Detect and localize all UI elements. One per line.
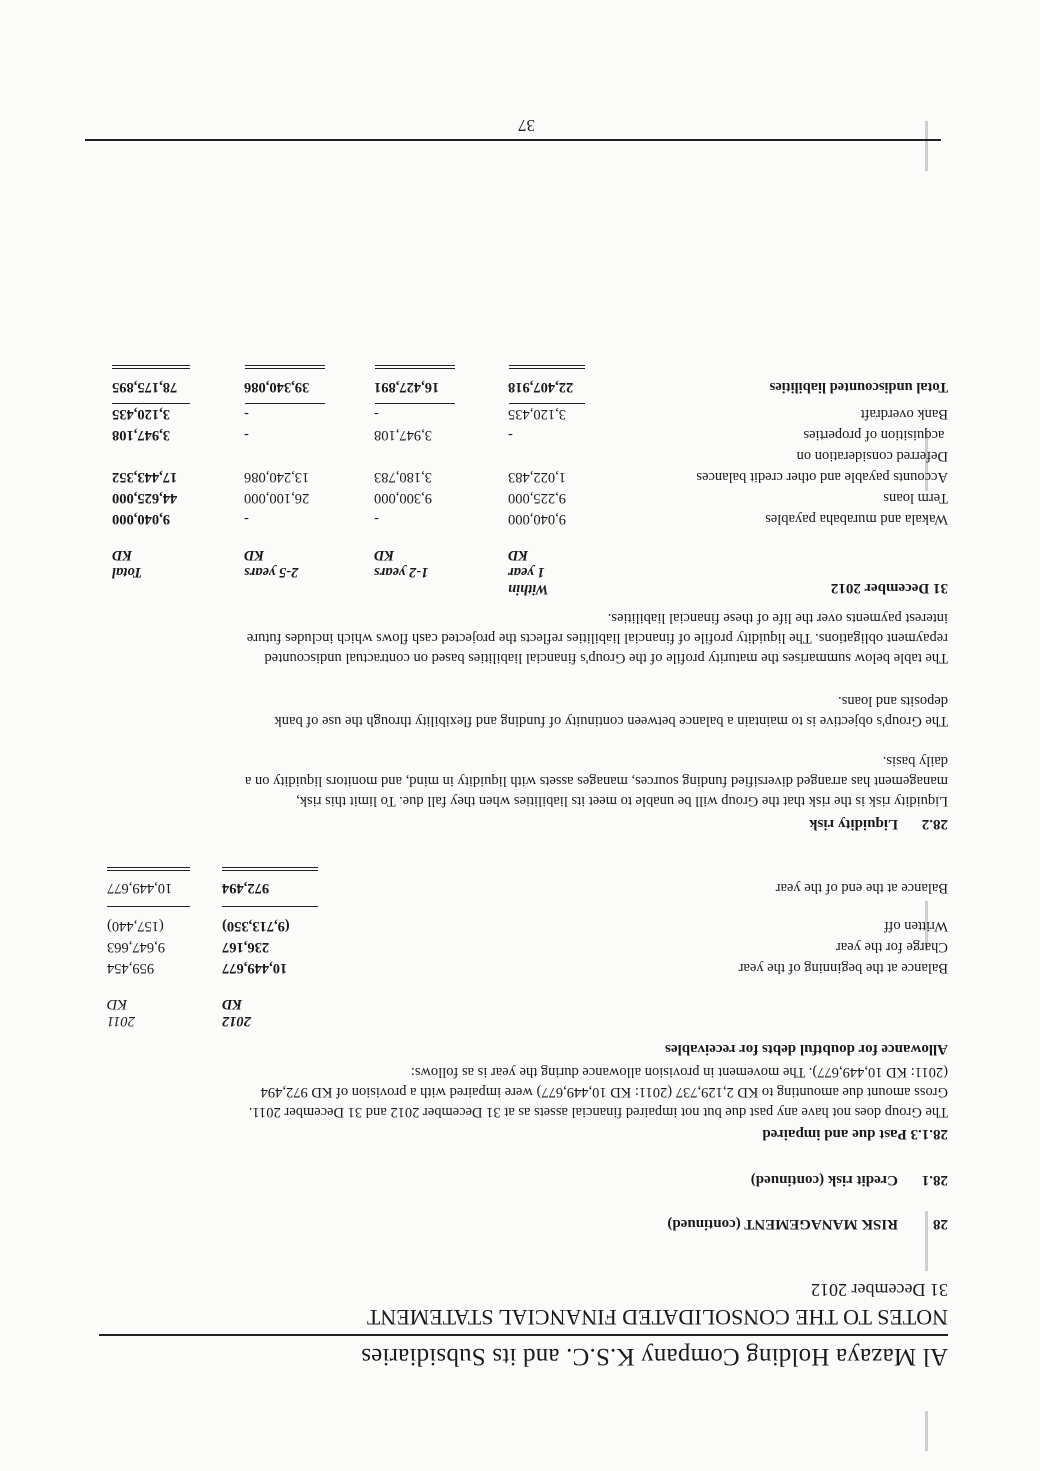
header-rule [99, 1335, 948, 1337]
value-2-5-years: - [244, 511, 249, 527]
value-2011: 9,647,663 [107, 939, 165, 955]
section-282-number: 28.2 [921, 816, 948, 832]
col-header-line: KD [112, 547, 133, 563]
subsection-number: 28.1 [921, 1172, 948, 1188]
col-header-line: 1 year [508, 564, 545, 580]
liquidity-paragraph-3 [108, 608, 948, 668]
col-header-line: KD [374, 547, 395, 563]
col-header-line: KD [244, 547, 265, 563]
value-1-2-years: 9,300,000 [374, 490, 432, 506]
table-row [112, 485, 948, 506]
value-2-5-years: 26,100,000 [244, 490, 310, 506]
section-number: 28 [933, 1216, 948, 1232]
col-header-2-5-years [244, 546, 340, 580]
statement-title: NOTES TO THE CONSOLIDATED FINANCIAL STATEMENT [366, 1305, 948, 1330]
total-double-rule [112, 365, 190, 369]
row-label: Accounts payable and other credit balances [696, 469, 948, 485]
value-total: 3,120,435 [112, 406, 170, 422]
row-label: Written off [884, 918, 948, 934]
paragraph-line: The Group does not have any past due but not impaired financial assets as at 31 December 2012 and 31 December 2011. [248, 1104, 948, 1120]
value-2-5-years: - [244, 427, 249, 443]
col-unit-2012: KD [222, 996, 243, 1012]
scan-edge-mark [925, 1411, 928, 1451]
value-2011: 959,454 [107, 960, 155, 976]
table-row [107, 913, 948, 934]
value-2011: (157,440) [107, 918, 164, 934]
value-1-2-years: - [374, 511, 379, 527]
subsection-title: Credit risk (continued) [750, 1172, 898, 1188]
allowance-table-title: Allowance for doubtful debts for receivables [665, 1041, 948, 1057]
row-label: Bank overdraft [860, 406, 948, 422]
row-label: acquisition of properties [803, 427, 948, 443]
total-double-rule [107, 867, 190, 871]
value-2012: 10,449,677 [222, 960, 288, 976]
footer-rule [85, 140, 941, 142]
paragraph-line: Gross amount due amounting to KD 2,129,737 (2011: KD 10,449,677) were impaired with a provision of KD 972,494 [260, 1084, 948, 1100]
table-row [107, 934, 948, 955]
value-within-1-year: 3,120,435 [508, 406, 566, 422]
subtotal-rule [222, 906, 318, 907]
liquidity-paragraph-2 [108, 691, 948, 731]
total-row [112, 374, 948, 395]
scan-edge-mark [925, 121, 928, 171]
total-2012: 972,494 [222, 880, 270, 896]
section-282-title: Liquidity risk [809, 816, 898, 832]
subtotal-rule [112, 403, 190, 404]
total-double-rule [245, 365, 325, 369]
statement-date: 31 December 2012 [811, 1280, 948, 1300]
row-label: Wakala and murabaha payables [765, 511, 948, 527]
subtotal-rule [509, 403, 585, 404]
paragraph-line: The table below summarises the maturity profile of the Group's financial liabilities based on contractual undiscounted [264, 650, 948, 666]
total-double-rule [509, 365, 585, 369]
paragraph-line: repayment obligations. The liquidity profile of financial liabilities reflects the projected cash flows which includes future [246, 630, 948, 646]
value-2-5-years: 13,240,086 [244, 469, 310, 485]
paragraph-line: daily basis. [882, 753, 948, 769]
company-name: Al Mazaya Holding Company K.S.C. and its Subsidiaries [361, 1343, 948, 1370]
table-row [112, 443, 948, 464]
table-row [112, 422, 948, 443]
paragraph-line: deposits and loans. [838, 693, 948, 709]
liquidity-paragraph-1 [108, 751, 948, 811]
subtotal-rule [245, 403, 325, 404]
value-within-1-year: - [508, 427, 513, 443]
total-double-rule [375, 365, 455, 369]
row-label: Deferred consideration on [796, 448, 948, 464]
col-header-2011 [107, 995, 205, 1029]
col-year-2011: 2011 [107, 1013, 135, 1029]
total-label: Total undiscounted liabilities [769, 379, 948, 395]
past-due-paragraph [108, 1062, 948, 1122]
col-header-line: 1-2 years [374, 564, 429, 580]
table-row [107, 955, 948, 976]
paragraph-line: The Group's objective is to maintain a balance between continuity of funding and flexibility through the use of bank [274, 713, 948, 729]
allowance-table [107, 913, 948, 976]
row-label: Balance at the beginning of the year [738, 960, 948, 976]
total-within-1-year: 22,407,918 [508, 379, 574, 395]
scan-edge-mark [925, 1211, 928, 1271]
value-within-1-year: 9,225,000 [508, 490, 566, 506]
col-header-line: KD [508, 547, 529, 563]
total-1-2-years: 16,427,891 [374, 379, 440, 395]
value-1-2-years: - [374, 406, 379, 422]
value-2-5-years: - [244, 406, 249, 422]
table-row [112, 506, 948, 527]
subtotal-rule [107, 906, 190, 907]
subtotal-rule [375, 403, 455, 404]
col-header-line: 2-5 years [244, 564, 299, 580]
value-2012: (9,713,350) [222, 918, 290, 934]
maturity-table-title: 31 December 2012 [830, 580, 948, 596]
value-within-1-year: 9,040,000 [508, 511, 566, 527]
total-row [107, 875, 948, 896]
value-1-2-years: 3,180,783 [374, 469, 432, 485]
col-header-line: Within [508, 581, 549, 597]
total-total: 78,175,895 [112, 379, 178, 395]
col-header-2012 [222, 995, 320, 1029]
paragraph-line: interest payments over the life of these financial liabilities. [607, 610, 948, 626]
col-header-total [112, 546, 210, 580]
row-label: Term loans [883, 490, 948, 506]
paragraph-line: Liquidity risk is the risk that the Group will be unable to meet its liabilities when they fall due. To limit this risk, [296, 793, 948, 809]
table-row [112, 401, 948, 422]
paragraph-line: management has arranged diversified funding sources, manages assets with liquidity in mind, and monitors liquidity on a [244, 773, 948, 789]
value-within-1-year: 1,022,483 [508, 469, 566, 485]
value-total: 3,947,108 [112, 427, 170, 443]
value-total: 17,443,352 [112, 469, 178, 485]
col-unit-2011: KD [107, 996, 128, 1012]
total-2011: 10,449,677 [107, 880, 173, 896]
value-total: 44,625,000 [112, 490, 178, 506]
row-label: Charge for the year [835, 939, 948, 955]
value-2012: 236,167 [222, 939, 270, 955]
maturity-table [112, 401, 948, 527]
col-header-within-1-year [508, 546, 600, 597]
paragraph-line: (2011: KD 10,449,677). The movement in provision allowance during the year is as follows: [410, 1064, 948, 1080]
col-header-line: Total [112, 564, 143, 580]
value-total: 9,040,000 [112, 511, 170, 527]
col-year-2012: 2012 [222, 1013, 251, 1029]
total-double-rule [222, 867, 318, 871]
total-label: Balance at the end of the year [775, 880, 948, 896]
section-title: RISK MANAGEMENT (continued) [667, 1216, 898, 1232]
total-2-5-years: 39,340,086 [244, 379, 310, 395]
page-number: 37 [518, 116, 535, 135]
table-row [112, 464, 948, 485]
value-1-2-years: 3,947,108 [374, 427, 432, 443]
subsection-2813-title: 28.1.3 Past due and impaired [762, 1126, 948, 1142]
col-header-1-2-years [374, 546, 470, 580]
